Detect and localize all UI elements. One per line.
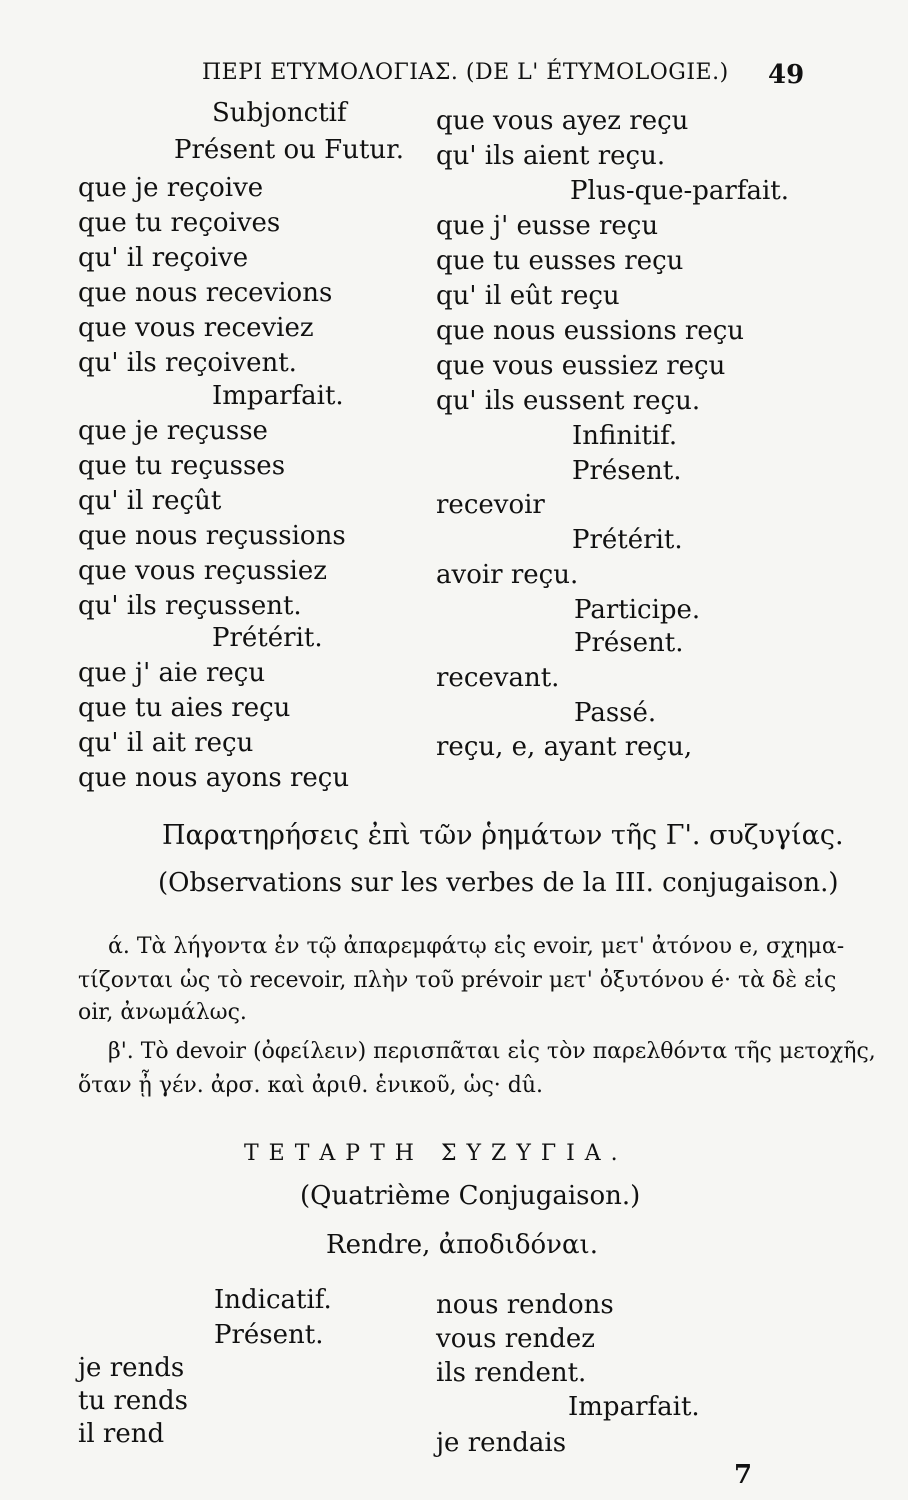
conjugation-line: qu' ils reçoivent. (78, 348, 297, 378)
participle-heading: Participe. (574, 595, 701, 625)
conjugation-line: que vous eussiez reçu (436, 351, 726, 381)
conjugation-line: nous rendons (436, 1290, 614, 1320)
conjugation-line: que tu reçusses (78, 451, 286, 481)
conjugation-line: tu rends (78, 1386, 189, 1416)
conjugation-line: que nous recevions (78, 278, 333, 308)
verb-entry: Rendre, ἀποδιδόναι. (326, 1230, 598, 1260)
conjugation-line: qu' il reçût (78, 486, 222, 516)
preterite-heading: Prétérit. (212, 623, 323, 653)
conjugation-line: qu' ils aient reçu. (436, 141, 666, 171)
imperfect-heading: Imparfait. (568, 1392, 700, 1422)
conjugation-line: que tu eusses reçu (436, 246, 684, 276)
indicative-heading: Indicatif. (214, 1285, 332, 1315)
infinitive-present-form: recevoir (436, 490, 545, 520)
header-greek: ΠΕΡΙ ΕΤΥΜΟΛΟΓΙΑΣ. (202, 60, 459, 85)
fourth-conjugation-french-title: (Quatrième Conjugaison.) (300, 1181, 641, 1211)
conjugation-line: je rends (78, 1353, 185, 1383)
observations-french-title: (Observations sur les verbes de la III. conjugaison.) (158, 868, 839, 898)
conjugation-line: que je reçoive (78, 173, 264, 203)
infinitive-preterite-form: avoir reçu. (436, 560, 579, 590)
participle-past-form: reçu, e, ayant reçu, (436, 732, 693, 762)
note-alpha-line-1: ά. Τὰ λήγοντα ἐν τῷ ἀπαρεμφάτῳ εἰς evoir, μετ' ἀτόνου e, σχημα- (108, 934, 845, 959)
preterite-heading: Prétérit. (572, 525, 683, 555)
conjugation-line: que tu aies reçu (78, 693, 291, 723)
past-heading: Passé. (574, 698, 657, 728)
conjugation-line: qu' il ait reçu (78, 728, 254, 758)
running-header (202, 62, 729, 84)
conjugation-line: que vous ayez reçu (436, 106, 689, 136)
observations-greek-title: Παρατηρήσεις ἐπὶ τῶν ῥημάτων τῆς Γ'. συζυγίας. (162, 820, 844, 851)
conjugation-line: que j' eusse reçu (436, 211, 659, 241)
conjugation-line: qu' ils eussent reçu. (436, 386, 701, 416)
participle-present-form: recevant. (436, 663, 560, 693)
page-number: 49 (768, 60, 805, 90)
signature-mark: 7 (734, 1460, 753, 1490)
fourth-conjugation-greek-title: ΤΕΤΑΡΤΗ ΣΥΖΥΓΙΑ. (244, 1141, 628, 1166)
conjugation-line: que vous reçussiez (78, 556, 327, 586)
conjugation-line: que tu reçoives (78, 208, 281, 238)
conjugation-line: que nous ayons reçu (78, 763, 350, 793)
conjugation-line: qu' il eût reçu (436, 281, 620, 311)
header-french: (DE L' ÉTYMOLOGIE.) (465, 60, 729, 85)
conjugation-line: que vous receviez (78, 313, 314, 343)
infinitive-heading: Infinitif. (572, 421, 678, 451)
note-beta-line-1: β'. Τὸ devoir (ὀφείλειν) περισπᾶται εἰς τὸν παρελθόντα τῆς μετοχῆς, (108, 1039, 876, 1064)
conjugation-line: il rend (78, 1419, 165, 1449)
conjugation-line: que nous reçussions (78, 521, 346, 551)
present-heading: Présent. (214, 1320, 324, 1350)
present-heading: Présent. (572, 456, 682, 486)
note-beta-line-2: ὅταν ᾖ γέν. ἀρσ. καὶ ἀριθ. ἑνικοῦ, ὡς· dû. (78, 1073, 544, 1098)
conjugation-line: que nous eussions reçu (436, 316, 745, 346)
note-alpha-line-2: τίζονται ὡς τὸ recevoir, πλὴν τοῦ prévoir μετ' ὀξυτόνου é· τὰ δὲ εἰς (78, 968, 837, 993)
conjugation-line: qu' ils reçussent. (78, 591, 302, 621)
conjugation-line: qu' il reçoive (78, 243, 249, 273)
conjugation-line: que j' aie reçu (78, 658, 266, 688)
conjugation-line: que je reçusse (78, 416, 268, 446)
subjunctive-heading: Subjonctif (212, 98, 347, 128)
conjugation-line: vous rendez (436, 1324, 595, 1354)
present-future-heading: Présent ou Futur. (174, 135, 404, 165)
conjugation-line: je rendais (436, 1428, 567, 1458)
pluperfect-heading: Plus-que-parfait. (570, 176, 789, 206)
conjugation-line: ils rendent. (436, 1358, 587, 1388)
present-heading: Présent. (574, 628, 684, 658)
imperfect-heading: Imparfait. (212, 381, 344, 411)
note-alpha-line-3: oir, ἀνωμάλως. (78, 1000, 247, 1025)
